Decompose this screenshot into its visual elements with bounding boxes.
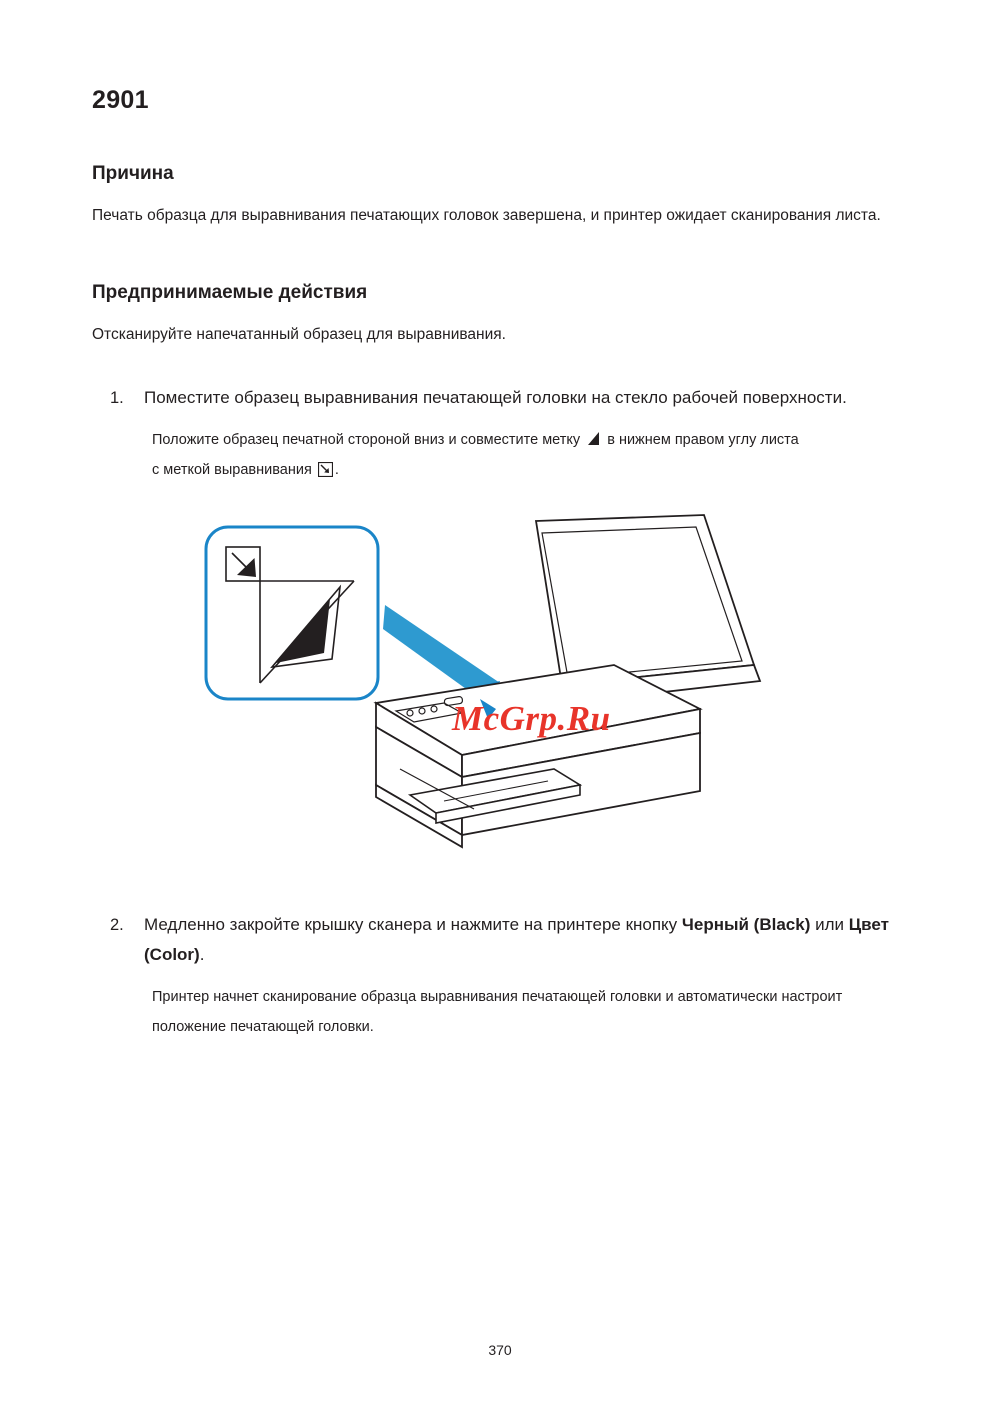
step-1-number: 1. [110, 389, 124, 407]
cause-heading: Причина [92, 163, 174, 184]
step-2-title-part3: . [199, 945, 205, 964]
watermark: McGrp.Ru [452, 699, 611, 738]
section-cause [92, 163, 908, 230]
section-action [92, 282, 908, 349]
button-black-label: Черный (Black) [681, 915, 811, 934]
illustration-svg [144, 513, 960, 858]
steps-list [92, 383, 908, 1042]
step-2 [92, 910, 908, 1042]
printer-scan-illustration [144, 513, 960, 858]
step-2-number: 2. [110, 916, 124, 934]
step-1-sub-text-after: в нижнем правом углу листа [607, 432, 799, 448]
action-intro: Отсканируйте напечатанный образец для выравнивания. [92, 326, 506, 343]
triangle-mark-icon [588, 432, 599, 445]
page-title: 2901 [92, 86, 149, 114]
step-2-sub: Принтер начнет сканирование образца выравнивания печатающей головки и автоматически настроит положение печатающей головки. [152, 989, 843, 1035]
page-content [92, 86, 908, 1048]
step-2-title [144, 910, 908, 970]
step-1-sub-line2-after: . [334, 462, 339, 478]
alignment-mark-icon [318, 462, 333, 477]
step-2-title-part2: или [810, 915, 849, 934]
action-heading: Предпринимаемые действия [92, 282, 368, 303]
step-1-sub-line2-before: с меткой выравнивания [152, 462, 312, 478]
step-2-title-part1: Медленно закройте крышку сканера и нажмите на принтере кнопку [144, 915, 682, 934]
step-1-sub-text-before: Положите образец печатной стороной вниз и совместите метку [152, 432, 581, 448]
step-1 [92, 383, 908, 858]
cause-text: Печать образца для выравнивания печатающих головок завершена, и принтер ожидает сканирования листа. [92, 207, 881, 224]
button-color-label: Цвет (Color) [144, 915, 889, 964]
step-1-title: Поместите образец выравнивания печатающей головки на стекло рабочей поверхности. [144, 388, 847, 407]
step-1-sub [152, 425, 908, 485]
page-number: 370 [488, 1342, 512, 1358]
